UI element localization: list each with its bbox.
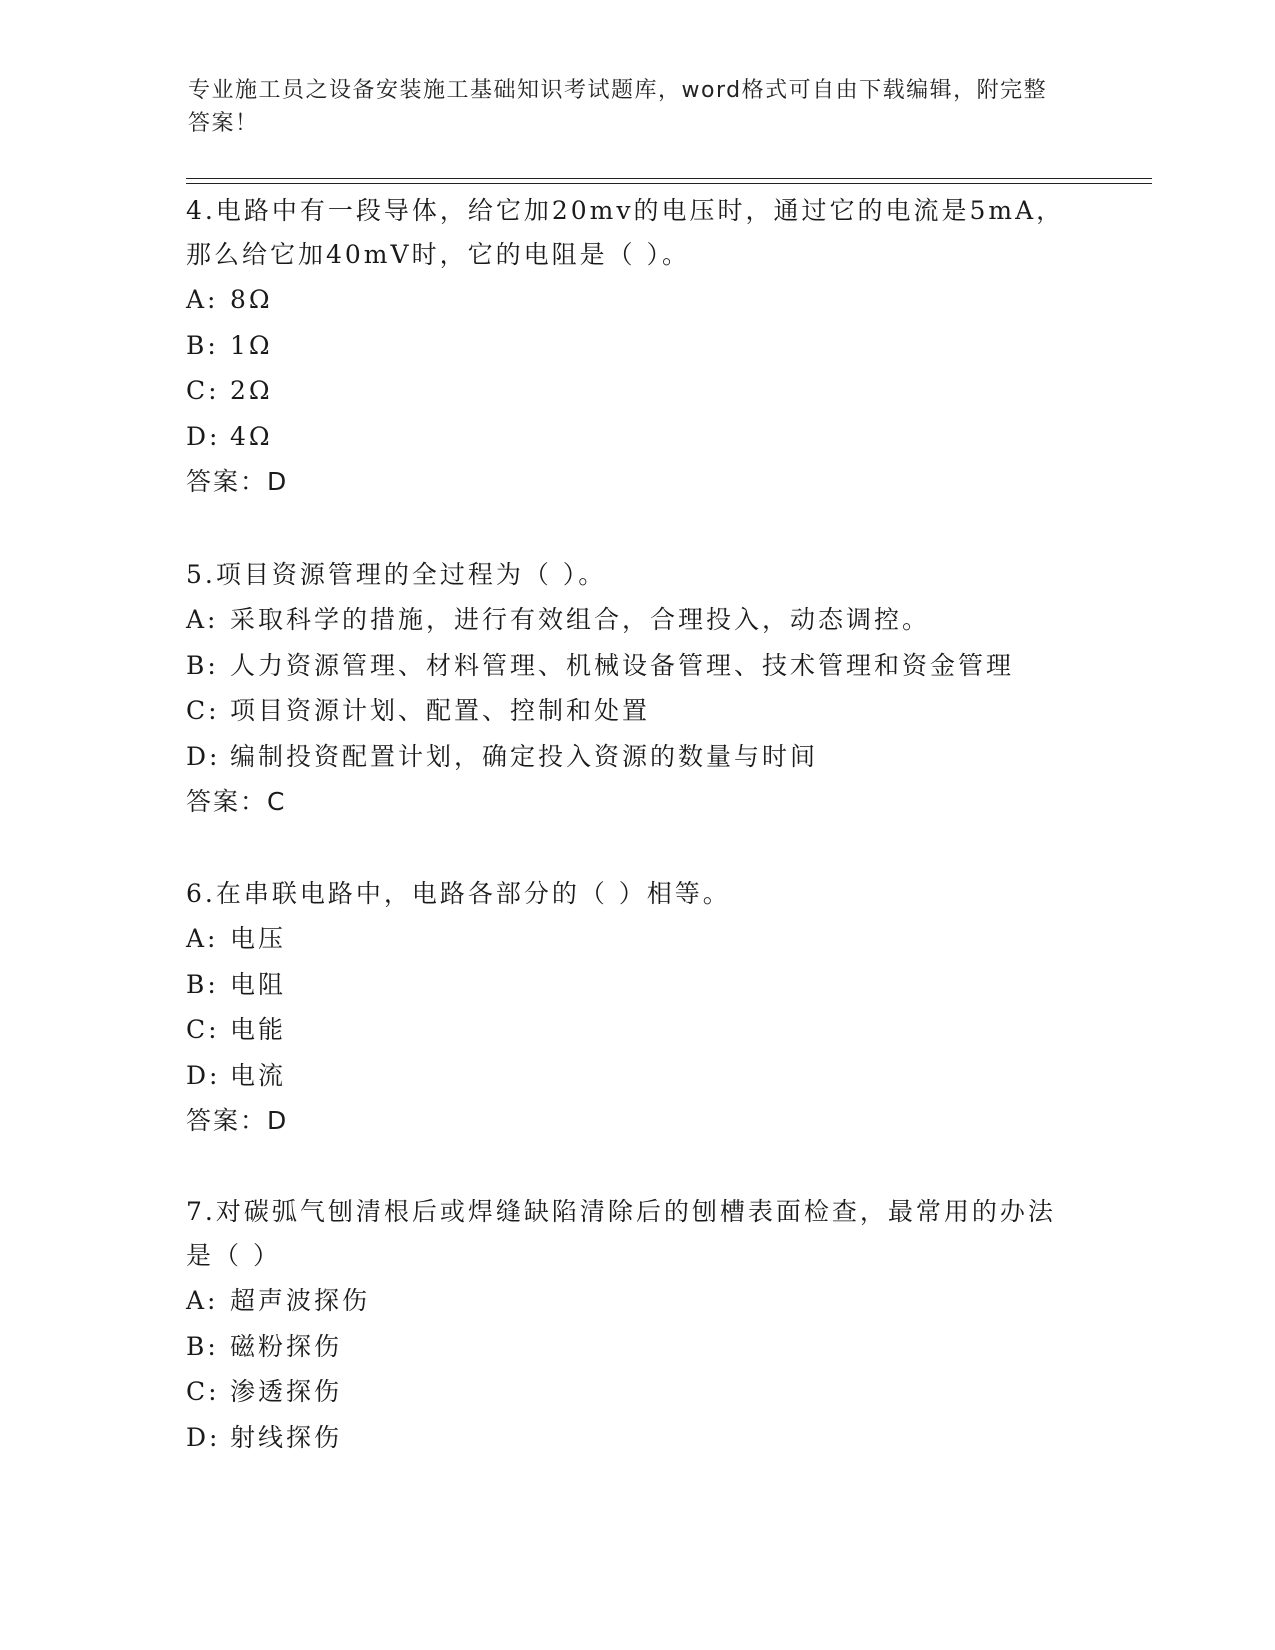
option-text: 人力资源管理、材料管理、机械设备管理、技术管理和资金管理: [230, 650, 1015, 680]
option-text: 8Ω: [230, 285, 273, 314]
option-letter: B:: [186, 969, 219, 999]
question-5-option-d: [186, 734, 1076, 780]
question-4-option-b: [186, 323, 1076, 369]
option-text: 渗透探伤: [230, 1377, 343, 1406]
option-letter: D:: [186, 421, 221, 451]
question-6-option-d: [186, 1053, 1076, 1099]
option-letter: D:: [186, 1422, 221, 1452]
question-5-title: 5.项目资源管理的全过程为（ ）。: [186, 560, 607, 589]
question-6: [186, 872, 1076, 1144]
option-text: 项目资源计划、配置、控制和处置: [230, 696, 651, 725]
question-5-option-a: [186, 597, 1076, 643]
option-letter: B:: [186, 330, 219, 360]
question-6-option-c: [186, 1007, 1076, 1053]
question-5-option-b: [186, 643, 1076, 689]
question-6-title: 6.在串联电路中，电路各部分的（ ）相等。: [186, 879, 731, 908]
option-text: 1Ω: [230, 330, 273, 360]
header-divider-top: [186, 178, 1152, 179]
question-6-option-b: [186, 962, 1076, 1008]
option-letter: D:: [186, 741, 221, 771]
question-4-answer: 答案：D: [186, 467, 289, 496]
question-5-option-c: [186, 688, 1076, 734]
question-7-option-c: [186, 1369, 1076, 1415]
question-4-option-a: [186, 277, 1076, 323]
option-text: 电压: [230, 924, 287, 953]
question-5-answer: 答案：C: [186, 787, 287, 816]
question-7-title: 7.对碳弧气刨清根后或焊缝缺陷清除后的刨槽表面检查，最常用的办法是（ ）: [186, 1197, 1056, 1270]
question-4: [186, 189, 1076, 505]
question-6-answer: 答案：D: [186, 1106, 289, 1135]
option-letter: C:: [186, 376, 220, 405]
question-4-title: 4.电路中有一段导体，给它加20mv的电压时，通过它的电流是5mA，那么给它加40mV时，它的电阻是（ ）。: [186, 196, 1065, 269]
option-text: 射线探伤: [230, 1422, 343, 1452]
option-letter: A:: [186, 924, 219, 953]
option-text: 2Ω: [230, 376, 273, 405]
option-letter: B:: [186, 650, 219, 680]
question-5: [186, 553, 1076, 825]
option-letter: D:: [186, 1060, 221, 1090]
option-text: 电阻: [230, 969, 287, 999]
option-letter: C:: [186, 1377, 220, 1406]
option-letter: A:: [186, 1286, 219, 1315]
header-divider-bottom: [186, 183, 1152, 184]
question-7-option-b: [186, 1324, 1076, 1370]
option-letter: A:: [186, 605, 219, 634]
document-header: 专业施工员之设备安装施工基础知识考试题库，word格式可自由下载编辑，附完整答案！: [188, 78, 1048, 136]
option-letter: C:: [186, 696, 220, 725]
option-text: 电流: [230, 1060, 287, 1090]
question-7: [186, 1190, 1076, 1460]
option-letter: C:: [186, 1015, 220, 1044]
question-7-option-a: [186, 1278, 1076, 1324]
option-text: 磁粉探伤: [230, 1331, 343, 1361]
question-7-option-d: [186, 1415, 1076, 1461]
question-4-option-d: [186, 414, 1076, 460]
question-4-option-c: [186, 368, 1076, 414]
option-text: 超声波探伤: [230, 1286, 371, 1315]
option-text: 采取科学的措施，进行有效组合，合理投入，动态调控。: [230, 605, 931, 634]
option-text: 4Ω: [230, 421, 273, 451]
option-letter: A:: [186, 285, 219, 314]
question-6-option-a: [186, 916, 1076, 962]
option-text: 电能: [230, 1015, 287, 1044]
option-text: 编制投资配置计划，确定投入资源的数量与时间: [230, 741, 819, 771]
option-letter: B:: [186, 1331, 219, 1361]
